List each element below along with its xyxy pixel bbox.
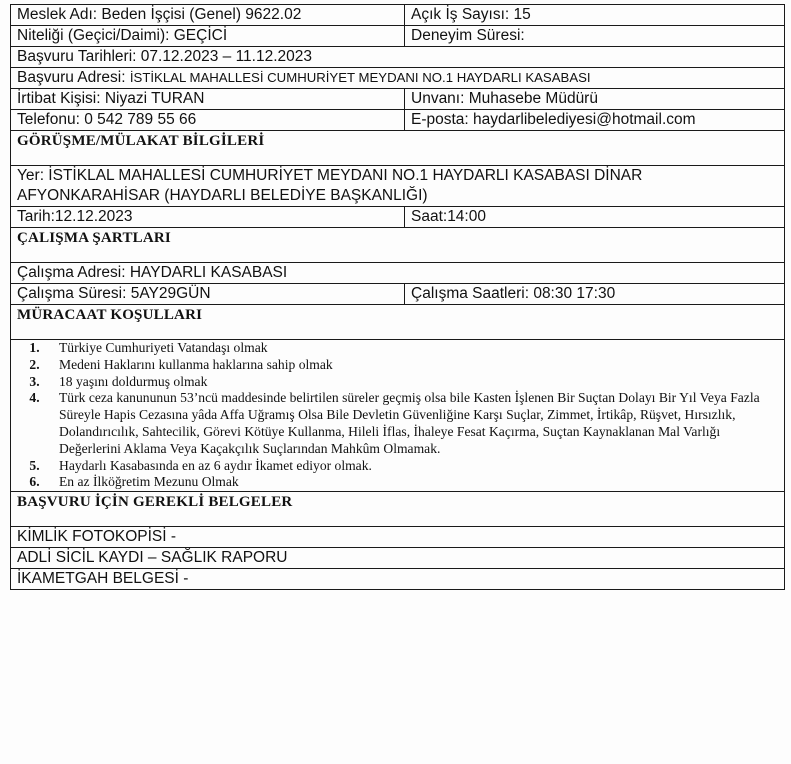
interview-place-cell: Yer: İSTİKLAL MAHALLESİ CUMHURİYET MEYDANI NO.1 HAYDARLI KASABASI DİNAR AFYONKARAHİSAR (HAYDARLI BELEDİYE BAŞKANLIĞI)	[11, 166, 785, 207]
application-conditions-cell	[11, 340, 785, 492]
required-documents-heading: BAŞVURU İÇİN GEREKLİ BELGELER	[11, 492, 785, 527]
interview-date-cell: Tarih:12.12.2023	[11, 207, 405, 228]
document-item: İKAMETGAH BELGESİ -	[11, 569, 785, 590]
application-address-label: Başvuru Adresi:	[17, 69, 130, 86]
nature-cell: Niteliği (Geçici/Daimi): GEÇİCİ	[11, 26, 405, 47]
work-duration-cell: Çalışma Süresi: 5AY29GÜN	[11, 284, 405, 305]
interview-time-cell: Saat:14:00	[405, 207, 785, 228]
application-address-cell	[11, 68, 785, 89]
document-item: KİMLİK FOTOKOPİSİ -	[11, 527, 785, 548]
application-conditions-heading: MÜRACAAT KOŞULLARI	[11, 305, 785, 340]
condition-item: 1. Türkiye Cumhuriyeti Vatandaşı olmak	[43, 340, 778, 357]
condition-item: 2. Medeni Haklarını kullanma haklarına sahip olmak	[43, 357, 778, 374]
application-dates-cell: Başvuru Tarihleri: 07.12.2023 – 11.12.2023	[11, 47, 785, 68]
application-address-value: İSTİKLAL MAHALLESİ CUMHURİYET MEYDANI NO.1 HAYDARLI KASABASI	[129, 70, 591, 85]
interview-heading: GÖRÜŞME/MÜLAKAT BİLGİLERİ	[11, 131, 785, 166]
work-address-cell: Çalışma Adresi: HAYDARLI KASABASI	[11, 263, 785, 284]
condition-item: 6. En az İlköğretim Mezunu Olmak	[43, 474, 778, 491]
email-cell: E-posta: haydarlibelediyesi@hotmail.com	[405, 110, 785, 131]
condition-item: 5. Haydarlı Kasabasında en az 6 aydır İkamet ediyor olmak.	[43, 458, 778, 475]
conditions-list	[17, 340, 778, 491]
work-hours-cell: Çalışma Saatleri: 08:30 17:30	[405, 284, 785, 305]
contact-person-cell: İrtibat Kişisi: Niyazi TURAN	[11, 89, 405, 110]
occupation-cell: Meslek Adı: Beden İşçisi (Genel) 9622.02	[11, 5, 405, 26]
openings-cell: Açık İş Sayısı: 15	[405, 5, 785, 26]
phone-cell: Telefonu: 0 542 789 55 66	[11, 110, 405, 131]
document-item: ADLİ SİCİL KAYDI – SAĞLIK RAPORU	[11, 548, 785, 569]
condition-item: 3. 18 yaşını doldurmuş olmak	[43, 374, 778, 391]
condition-item: 4. Türk ceza kanununun 53’ncü maddesinde belirtilen süreler geçmiş olsa bile Kasten İşlenen Bir Suçtan Dolayı Bir Yıl Veya Fazla Süreyle Hapis Cezasına yâda Affa Uğramış Olsa Bile Devletin Güvenliğine Karşı Suçlar, Zimmet, İrtikâp, Rüşvet, Hırsızlık, Dolandırıcılık, Sahtecilik, Görevi Kötüye Kullanma, Hileli İflas, İhaleye Fesat Kaçırma, Suçtan Kaynaklanan Mal Varlığı Değerlerini Aklama Veya Kaçakçılık Suçlarından Mahkûm Olmamak.	[43, 390, 778, 457]
contact-title-cell: Unvanı: Muhasebe Müdürü	[405, 89, 785, 110]
job-announcement-table	[10, 4, 785, 590]
experience-cell: Deneyim Süresi:	[405, 26, 785, 47]
work-conditions-heading: ÇALIŞMA ŞARTLARI	[11, 228, 785, 263]
